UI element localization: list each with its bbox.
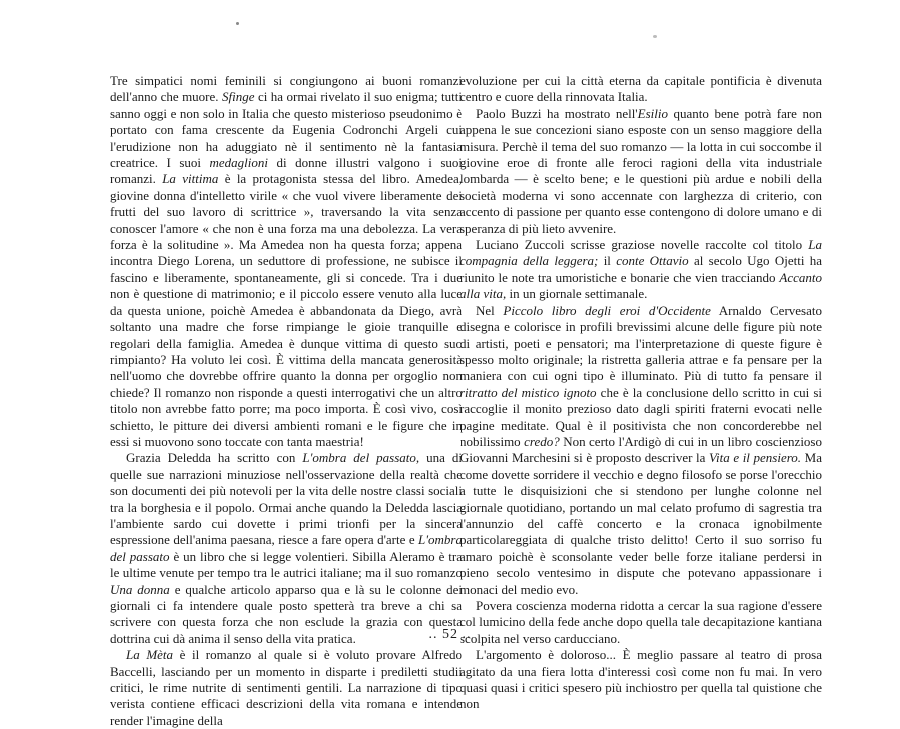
- paper-speck: [236, 22, 239, 25]
- right-column: [460, 73, 822, 713]
- italic-title: La Mèta: [126, 647, 174, 663]
- paragraph: Grazia Deledda ha scritto con L'ombra del passato, una di quelle sue narrazioni minuziose nell'osservazione della realtà che son documenti dei più notevoli per la vita delle nostre classi sociali tra la borghesia e il popolo. Ormai anche quando la Deledda lascia l'ambiente sardo cui dovette i primi trionfi per la sincera espressione dell'anima paesana, riesce a fare opera d'arte e L'ombra del passato è un libro che si legge volentieri. Sibilla Aleramo è tra le ultime venute per tempo tra le autrici italiane; ma il suo romanzo Una donna e qualche articolo apparso qua e là su le colonne dei giornali ci fa intendere quale posto spetterà tra breve a chi sa scrivere con questa forza che non esclude la grazia con questa dottrina cui dà anima il senso della vita pratica.: [110, 450, 462, 646]
- page-number: .. 52 ..: [428, 627, 472, 642]
- italic-title: Esilio: [637, 105, 668, 121]
- italic-title: L'ombra del passato: [110, 532, 462, 564]
- paragraph: Luciano Zuccoli scrisse graziose novelle raccolte col titolo La compagnia della leggera; il conte Ottavio al secolo Ugo Ojetti ha riunito le note tra umoristiche e bonarie che vien tracciando Accanto alla vita, in un giornale settimanale.: [460, 237, 822, 302]
- paragraph: Tre simpatici nomi feminili si congiungono ai buoni romanzi dell'anno che muore. Sfinge ci ha ormai rivelato il suo enigma; tutti sanno oggi e non solo in Italia che questo misterioso pseudonimo è portato con fama crescente da Eugenia Codronchi Argeli cui l'erudizione non ha aduggiato nè il sentimento nè la fantasia creatrice. I suoi medaglioni di donne illustri valgono i suoi romanzi. La vittima è la protagonista stessa del libro. Amedea, giovine donna d'intelletto virile « che vuol vivere liberamente dei frutti del suo lavoro di scrittrice », traversando la vita senza conoscer l'amore « che non è una forza ma una debolezza. La vera forza è la solitudine ». Ma Amedea non ha questa forza; appena incontra Diego Lorena, un seduttore di professione, ne subisce il fascino e liberamente, spontaneamente, gli si concede. Tra i due non è questione di matrimonio; e il piccolo essere venuto alla luce da questa unione, poichè Amedea è abbandonata da Diego, avrà soltanto una madre che forse rimpiange le gioie tranquille e regolari della famiglia. Amedea è dunque vittima di questo suo rimpianto? Ha voluto lei così. È vittima della mancata generosità nell'uomo che dovrebbe offrire quanto la donna per orgoglio non chiede? Il romanzo non risponde a questi interrogativi che un altro titolo non avrebbe fatto porre; ma poco importa. È così vivo, così schietto, le pitture dei diversi ambienti romani e le figure che in essi si muovono sono toccate con tanta maestria!: [110, 73, 463, 449]
- paragraph: evoluzione per cui la città eterna da capitale pontificia è divenuta centro e cuore della rinnovata Italia.: [460, 73, 822, 105]
- italic-title: Vita e il pensiero.: [709, 450, 802, 466]
- paragraph: L'argomento è doloroso... È meglio passare al teatro di prosa agitato da una fiera lotta d'interessi così come non fu mai. In vero quasi quasi i critici spesero più inchiostro per quella tal quistione che non: [460, 647, 822, 712]
- paper-speck: [653, 35, 657, 38]
- italic-title: Sfinge: [222, 89, 255, 105]
- paragraph: Paolo Buzzi ha mostrato nell'Esilio quanto bene potrà fare non appena le sue concezioni siano esposte con un senso maggiore della misura. Perchè il tema del suo romanzo — la lotta in cui soccombe il giovine eroe di fronte alle feroci ragioni della vita industriale lombarda — è scelto bene; e le questioni più ardue e nobili della società moderna vi sono accennate con larghezza di criterio, con accento di passione per quanto esse contengono di dolore umano e di speranza di più lieto avvenire.: [460, 105, 822, 236]
- paragraph: Povera coscienza moderna ridotta a cercar la sua ragione d'essere col lumicino della fede anche dopo quella tale decapitazione kantiana scolpita nel verso carducciano.: [460, 598, 822, 646]
- italic-title: Una donna: [110, 581, 170, 597]
- italic-title: La vittima: [162, 171, 219, 187]
- italic-title: La compagnia della leggera;: [460, 237, 822, 269]
- paragraph: Nel Piccolo libro degli eroi d'Occidente Arnaldo Cervesato disegna e colorisce in profili brevissimi alcune delle figure più note di artisti, poeti e pensatori; ma l'interpretazione di queste figure è spesso molto originale; la ristretta galleria attrae e fa pensare per la maniera con cui ogni tipo è illuminato. Più di tutto fa pensare il ritratto del mistico ignoto che è la conclusione dello scritto in cui si raccoglie il monito prezioso dato dagli spiriti fraterni evocati nelle pagine meditate. Qual è il positivista che non concorderebbe nel nobilissimo credo? Non certo l'Ardigò di cui in un libro coscienzioso Giovanni Marchesini si è proposto descriver la Vita e il pensiero. Ma come dovette sorridere il vecchio e degno filosofo se porse l'orecchio a tutte le disquisizioni che si stendono per lunghe colonne nel giornale quotidiano, portando un mal celato profumo di sagrestia tra l'annunzio del caffè concerto e la cronaca ignobilmente particolareggiata di qualche tristo delitto! Certo il suo sorriso fu amaro poichè è sconsolante veder belle forze italiane perdersi in pieno secolo ventesimo in dispute che potevano appassionare i monaci del medio evo.: [460, 302, 822, 597]
- italic-title: Piccolo libro degli eroi d'Occidente: [503, 302, 711, 318]
- italic-title: ritratto del mistico ignoto: [460, 384, 597, 400]
- paragraph: La Mèta è il romanzo al quale si è voluto provare Alfredo Baccelli, lasciando per un momento in disparte i prediletti studii critici, le rime nutrite di sentimenti gentili. La narrazione di tipo verista contiene efficaci descrizioni della vita romana e intende render l'imagine della: [110, 647, 462, 728]
- italic-title: medaglioni: [209, 155, 268, 171]
- italic-title: credo?: [524, 433, 560, 449]
- italic-title: Accanto alla vita,: [460, 269, 822, 302]
- italic-title: L'ombra del passato,: [302, 450, 420, 466]
- italic-title: conte Ottavio: [616, 253, 689, 269]
